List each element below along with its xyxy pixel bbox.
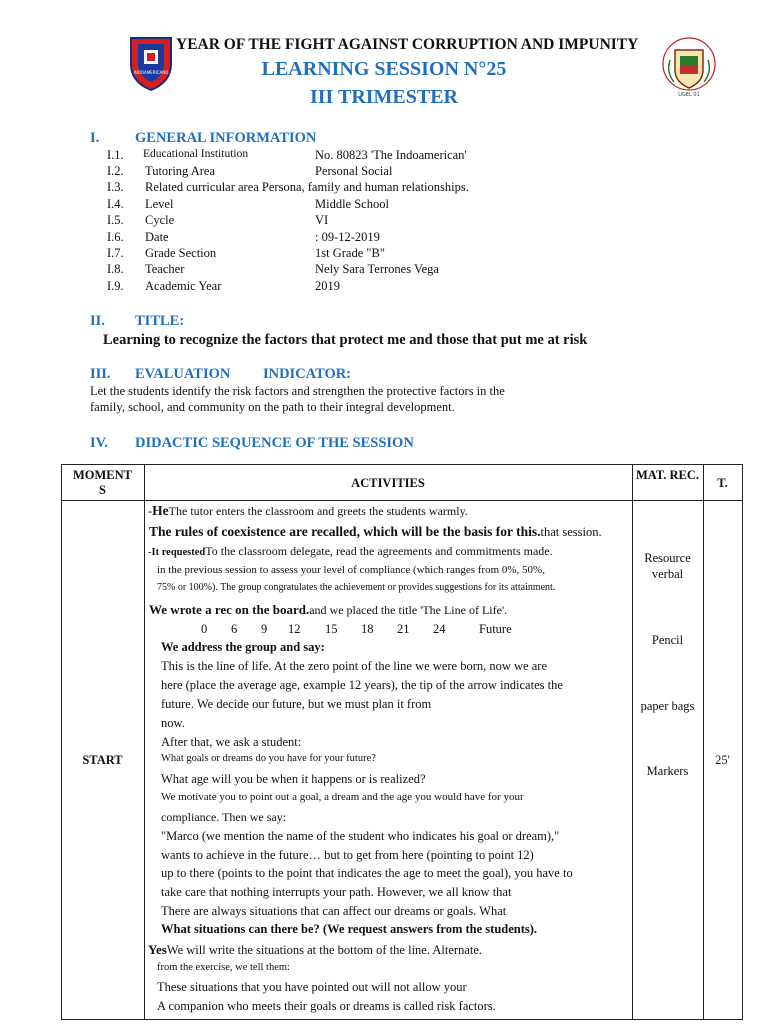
- timeline-tick: 24: [433, 622, 446, 636]
- gi-number: I.7.: [107, 246, 124, 260]
- activity-line: A companion who meets their goals or dreams is called risk factors.: [157, 999, 496, 1013]
- didactic-heading: DIDACTIC SEQUENCE OF THE SESSION: [135, 435, 414, 451]
- gi-label: Educational Institution: [143, 148, 249, 160]
- timeline-tick: 18: [361, 622, 374, 636]
- activity-line: We wrote a rec on the board.and we placed the title 'The Line of Life'.: [149, 602, 508, 617]
- column-header-moments-wrap: S: [99, 483, 106, 497]
- moment-start: START: [82, 753, 123, 767]
- column-header-activities: ACTIVITIES: [351, 476, 425, 490]
- section-number: II.: [90, 313, 105, 329]
- evaluation-heading: EVALUATION INDICATOR:: [135, 366, 352, 382]
- gi-value: Nely Sara Terrones Vega: [315, 262, 439, 276]
- material-item: Pencil: [651, 633, 684, 647]
- timeline-tick: 12: [288, 622, 301, 636]
- activity-line: here (place the average age, example 12 years), the tip of the arrow indicates the: [161, 678, 563, 692]
- activity-line: "Marco (we mention the name of the student who indicates his goal or dream),": [161, 829, 560, 843]
- gi-label: Tutoring Area: [145, 164, 216, 178]
- gi-number: I.2.: [107, 164, 124, 178]
- gi-label: Teacher: [145, 262, 185, 276]
- gi-number: I.5.: [107, 213, 124, 227]
- activity-line: After that, we ask a student:: [161, 735, 302, 749]
- activity-line: in the previous session to assess your level of compliance (which ranges from 0%, 50%,: [157, 564, 545, 576]
- activity-line: now.: [161, 716, 185, 730]
- activity-line: The rules of coexistence are recalled, which will be the basis for this.that session.: [149, 524, 602, 539]
- gi-label: Related curricular area Persona, family and human relationships.: [145, 180, 469, 194]
- general-info-heading: GENERAL INFORMATION: [135, 130, 317, 146]
- column-header-materials: MAT. REC.: [635, 468, 700, 482]
- gi-value: VI: [315, 213, 329, 227]
- timeline-tick: Future: [479, 622, 512, 636]
- section-number: I.: [90, 130, 100, 146]
- timeline-tick: 0: [201, 622, 208, 636]
- gi-value: 1st Grade "B": [315, 246, 385, 260]
- timeline-tick: 21: [397, 622, 410, 636]
- activity-line: -It requestedTo the classroom delegate, read the agreements and commitments made.: [148, 544, 553, 558]
- svg-text:UGEL 01: UGEL 01: [678, 92, 700, 98]
- activity-line: wants to achieve in the future… but to get from here (pointing to point 12): [161, 848, 534, 862]
- gi-label: Date: [145, 230, 169, 244]
- activity-line: compliance. Then we say:: [161, 810, 287, 824]
- activity-line: -HeThe tutor enters the classroom and greets the students warmly.: [148, 503, 468, 518]
- gi-value: : 09-12-2019: [315, 230, 380, 244]
- header-trimester: III TRIMESTER: [309, 86, 459, 108]
- gi-label: Level: [145, 197, 174, 211]
- gi-value: 2019: [315, 279, 340, 293]
- activity-line: from the exercise, we tell them:: [157, 962, 290, 973]
- activity-line: There are always situations that can affect our dreams or goals. What: [161, 904, 507, 918]
- timeline-tick: 9: [261, 622, 268, 636]
- activity-line: We address the group and say:: [161, 640, 325, 654]
- gi-label: Academic Year: [145, 279, 222, 293]
- moment-time: 25': [715, 753, 730, 767]
- header-session-title: LEARNING SESSION N°25: [261, 58, 507, 80]
- activity-line: We motivate you to point out a goal, a dream and the age you would have for your: [161, 791, 524, 803]
- section-number: III.: [90, 366, 111, 382]
- gi-value: Middle School: [315, 197, 389, 211]
- activity-line: up to there (points to the point that indicates the age to meet the goal), you have to: [161, 866, 573, 880]
- gi-label: Grade Section: [145, 246, 217, 260]
- gi-number: I.4.: [107, 197, 124, 211]
- timeline-tick: 6: [231, 622, 238, 636]
- gi-number: I.1.: [107, 148, 124, 162]
- material-item: verbal: [651, 567, 684, 581]
- activity-line: What age will you be when it happens or is realized?: [161, 772, 426, 786]
- evaluation-text-line: Let the students identify the risk factors and strengthen the protective factors in the: [90, 384, 505, 398]
- session-title: Learning to recognize the factors that protect me and those that put me at risk: [103, 332, 588, 348]
- gi-value: Personal Social: [315, 164, 393, 178]
- column-header-time: T.: [717, 476, 728, 490]
- gi-label: Cycle: [145, 213, 175, 227]
- column-header-moments: MOMENT: [72, 468, 133, 482]
- material-item: paper bags: [640, 699, 695, 713]
- right-ugel-logo: [660, 36, 718, 102]
- timeline-tick: 15: [325, 622, 338, 636]
- svg-text:INDOAMERICANO: INDOAMERICANO: [133, 70, 169, 75]
- activity-line: take care that nothing interrupts your path. However, we all know that: [161, 885, 512, 899]
- activity-line: future. We decide our future, but we must plan it from: [161, 697, 432, 711]
- gi-number: I.8.: [107, 262, 124, 276]
- evaluation-text-line: family, school, and community on the path to their integral development.: [90, 400, 455, 414]
- activity-line: These situations that you have pointed out will not allow your: [157, 980, 467, 994]
- gi-number: I.3.: [107, 180, 124, 194]
- activity-line: What goals or dreams do you have for your future?: [161, 753, 376, 764]
- activity-line: 75% or 100%). The group congratulates the achievement or provides suggestions for its attainment.: [157, 582, 556, 593]
- title-heading: TITLE:: [135, 313, 185, 329]
- header-year-title: YEAR OF THE FIGHT AGAINST CORRUPTION AND IMPUNITY: [176, 36, 639, 53]
- material-item: Markers: [646, 764, 689, 778]
- section-number: IV.: [90, 435, 108, 451]
- activity-line: YesWe will write the situations at the bottom of the line. Alternate.: [148, 942, 483, 957]
- gi-value: No. 80823 'The Indoamerican': [315, 148, 467, 162]
- material-item: Resource: [644, 551, 691, 565]
- gi-number: I.9.: [107, 279, 124, 293]
- activity-line: This is the line of life. At the zero point of the line we were born, now we are: [161, 659, 547, 673]
- gi-number: I.6.: [107, 230, 124, 244]
- activity-line: What situations can there be? (We request answers from the students).: [161, 922, 538, 936]
